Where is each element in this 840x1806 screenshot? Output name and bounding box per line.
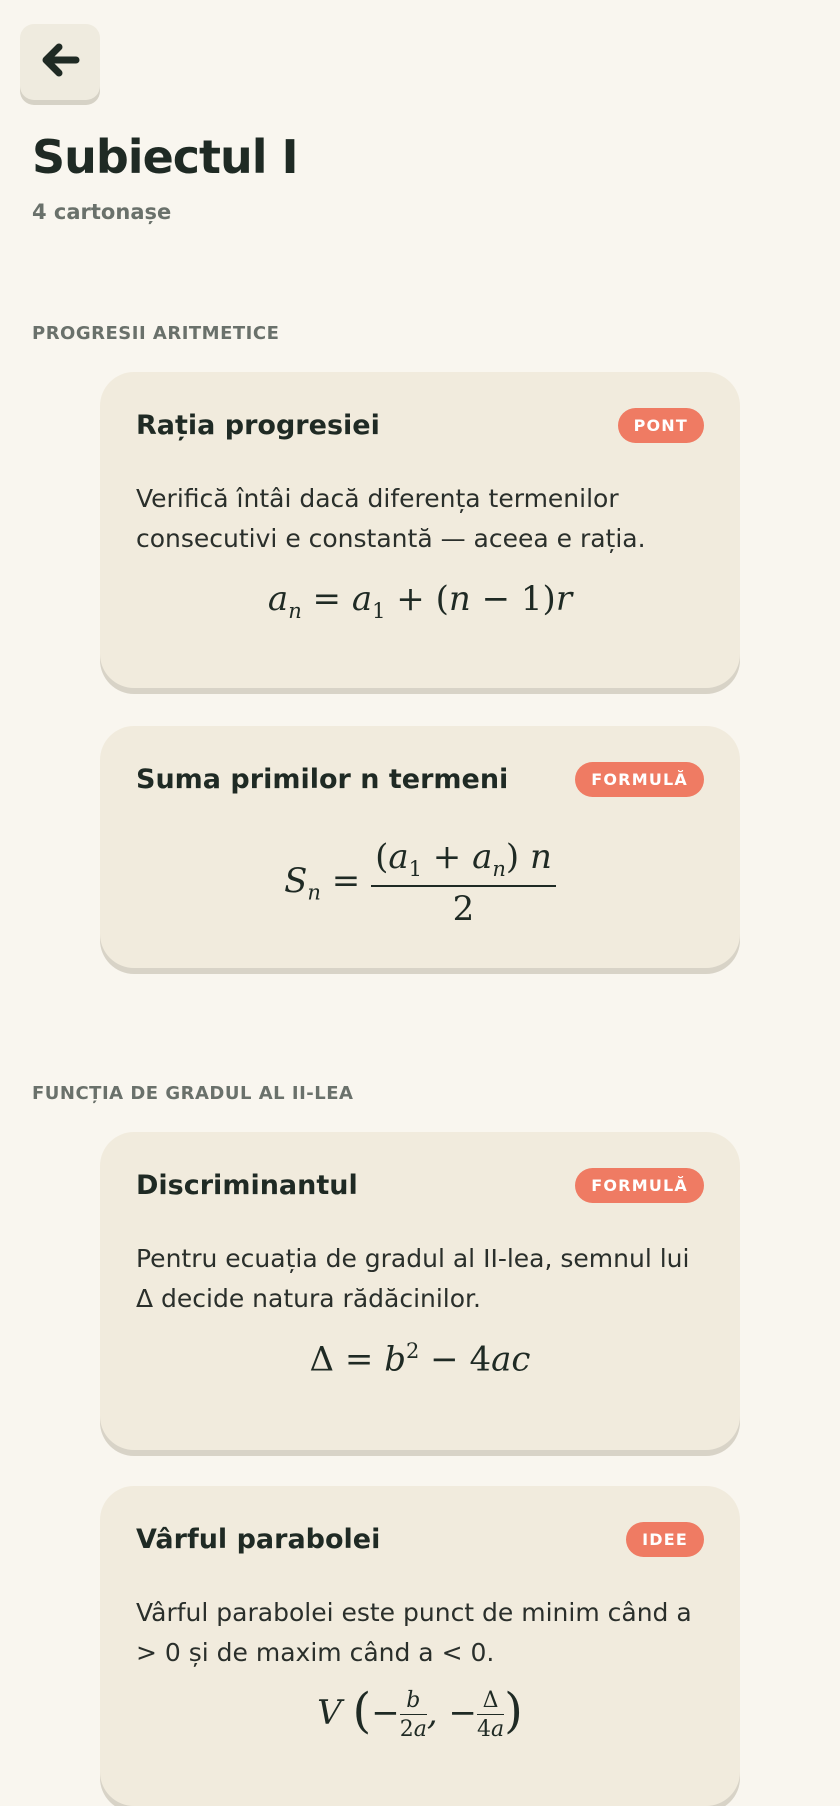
card-title: Vârful parabolei — [136, 1524, 381, 1555]
card-badge: FORMULĂ — [575, 1168, 704, 1203]
page-title: Subiectul I — [32, 130, 298, 184]
arrow-left-icon — [40, 43, 80, 81]
card-title: Suma primilor n termeni — [136, 764, 509, 795]
card-badge: FORMULĂ — [575, 762, 704, 797]
card-formula: $S_n$ = $\frac{(a_1 + a_n) n}{2}$ — [136, 837, 704, 929]
flashcard-suma[interactable] — [100, 726, 740, 968]
card-text: Pentru ecuația de gradul al II-lea, semnul lui Δ decide natura rădăcinilor. — [136, 1244, 690, 1313]
flashcard-discriminant[interactable] — [100, 1132, 740, 1450]
card-formula: $\Delta = b^2 - 4ac$ — [309, 1339, 531, 1380]
flashcard-varful[interactable] — [100, 1486, 740, 1806]
card-text: Vârful parabolei este punct de minim când a > 0 și de maxim când a < 0. — [136, 1598, 692, 1667]
section-title-progresii: PROGRESII ARITMETICE — [32, 323, 280, 344]
flashcard-ratia[interactable] — [100, 372, 740, 688]
card-title: Rația progresiei — [136, 410, 380, 441]
back-button[interactable] — [20, 24, 100, 100]
card-badge: IDEE — [626, 1522, 704, 1557]
card-badge: PONT — [618, 408, 704, 443]
card-count: 4 cartonașe — [32, 200, 172, 224]
section-title-functia: FUNCȚIA DE GRADUL AL II-LEA — [32, 1083, 354, 1104]
card-title: Discriminantul — [136, 1170, 358, 1201]
card-formula: V (− $\frac{b}{2a}$ , − $\frac{\Delta}{4a}$ ) — [317, 1683, 523, 1742]
card-formula: $a_n = a_1 + (n - 1)r$ — [267, 579, 573, 623]
card-text: Verifică întâi dacă diferența termenilor consecutivi e constantă — aceea e rația. — [136, 484, 646, 553]
